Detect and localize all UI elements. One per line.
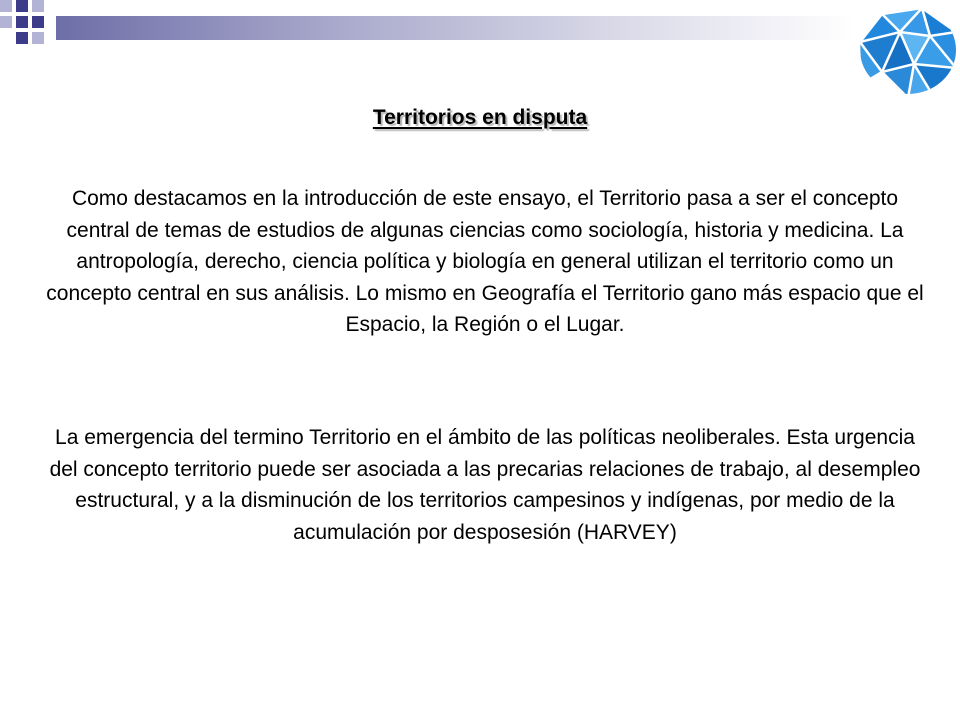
geodesic-sphere-logo [852,2,960,98]
slide-title: Territorios en disputa [372,106,588,129]
paragraph-1: Como destacamos en la introducción de este ensayo, el Territorio pasa a ser el concepto central de temas de estudios de algunas ciencias como sociología, historia y medicina. La antropología, derecho, ciencia política y biología en general utilizan el territorio como un concepto central en sus análisis. Lo mismo en Geografía el Territorio gano más espacio que el Espacio, la Región o el Lugar. [46,187,924,336]
paragraph-2: La emergencia del termino Territorio en el ámbito de las políticas neoliberales. Esta urgencia del concepto territorio puede ser asociada a las precarias relaciones de trabajo, al desempleo estructural, y a la disminución de los territorios campesinos y indígenas, por medio de la acumulación por desposesión (HARVEY) [49,426,921,544]
header-gradient-bar [56,16,856,40]
